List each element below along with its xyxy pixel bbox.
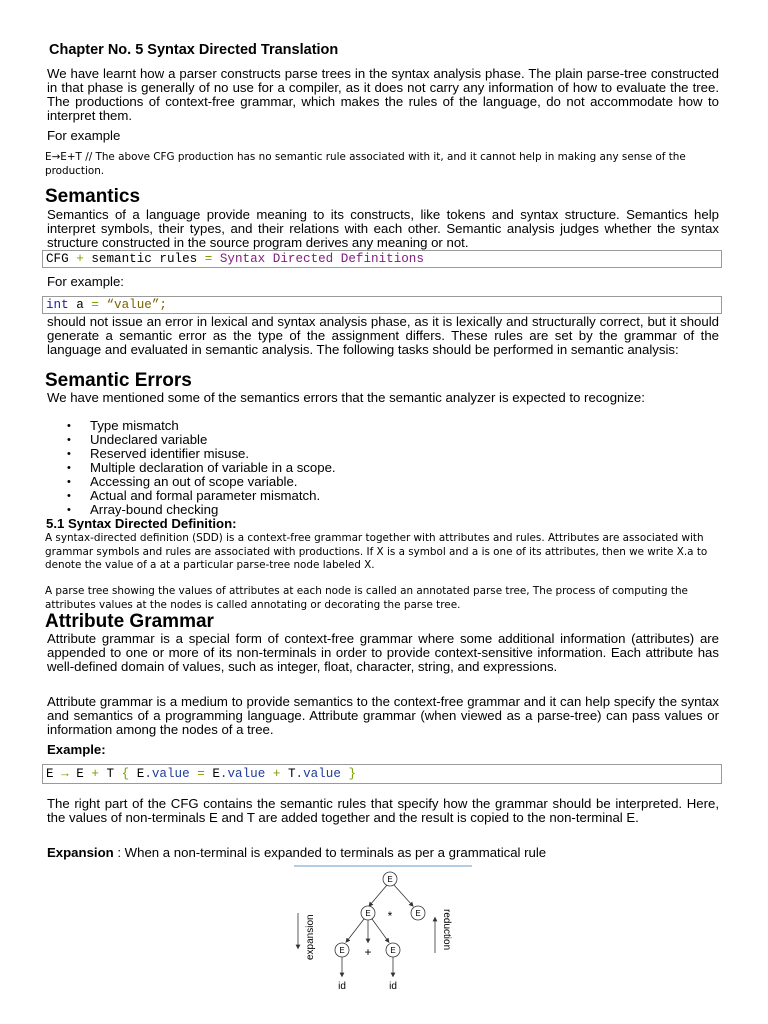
for-example-label: For example xyxy=(47,128,121,143)
code-eq: = xyxy=(197,767,205,781)
svg-text:E: E xyxy=(387,875,393,884)
list-item: • Accessing an out of scope variable. xyxy=(67,475,336,489)
tree-node-left xyxy=(361,906,375,920)
code-lhs: E xyxy=(46,767,54,781)
semantic-errors-list xyxy=(67,419,336,517)
expansion-label: Expansion xyxy=(47,845,114,860)
code-block-int-value xyxy=(42,296,722,314)
code-e1: E xyxy=(136,767,145,781)
tree-node-left-left xyxy=(335,943,349,957)
list-item: • Reserved identifier misuse. xyxy=(67,447,336,461)
attribute-grammar-paragraph-3: The right part of the CFG contains the semantic rules that specify how the grammar should be interpreted. Here, the values of non-terminals E and T are added together and the result is copied to the non-terminal E. xyxy=(47,796,719,825)
semantic-errors-heading: Semantic Errors xyxy=(45,370,192,391)
code-var-a: a xyxy=(76,298,84,312)
edge xyxy=(370,885,387,905)
list-item: • Type mismatch xyxy=(67,419,336,433)
sdd-heading: 5.1 Syntax Directed Definition: xyxy=(46,516,237,531)
list-item: • Array-bound checking xyxy=(67,503,336,517)
expansion-text: : When a non-terminal is expanded to terminals as per a grammatical rule xyxy=(113,845,547,860)
code-plus: + xyxy=(91,767,99,781)
svg-text:E: E xyxy=(365,909,371,918)
code-value-3: .value xyxy=(295,767,341,781)
code-lbrace: { xyxy=(121,767,130,781)
svg-text:E: E xyxy=(339,946,345,955)
code-int-keyword: int xyxy=(46,298,69,312)
edge xyxy=(372,919,388,941)
semantics-paragraph: Semantics of a language provide meaning to its constructs, like tokens and syntax structure. Semantics help interpret symbols, their types, and their relations with each other. Semantic analysis judges whether the syntax structure constructed in the source program derives any meaning or not. xyxy=(47,207,719,250)
semantic-errors-intro: We have mentioned some of the semantics errors that the semantic analyzer is expected to recognize: xyxy=(47,390,645,405)
svg-text:E: E xyxy=(415,909,421,918)
list-item: • Undeclared variable xyxy=(67,433,336,447)
code-equals: = xyxy=(204,252,213,266)
attribute-grammar-paragraph-1: Attribute grammar is a special form of context-free grammar where some additional information (attributes) are appended to one or more of its non-terminals in order to provide context-sensitive information. Each attribute has well-defined domain of values, such as integer, float, character, string, and expressions. xyxy=(47,631,719,674)
code-e: E xyxy=(76,767,84,781)
code-block-attribute-rule xyxy=(42,764,722,784)
cfg-production-note xyxy=(45,151,725,178)
code-semantic-rules: semantic rules xyxy=(91,252,198,266)
attribute-grammar-paragraph-2: Attribute grammar is a medium to provide semantics to the context-free grammar and it can help specify the syntax and semantics of a programming language. Attribute grammar (when viewed as a parse-tree) can pass values or information among the nodes of a tree. xyxy=(47,694,719,737)
intro-paragraph: We have learnt how a parser constructs parse trees in the syntax analysis phase. The plain parse-tree constructed in that phase is generally of no use for a compiler, as it does not carry any information of how to evaluate the tree. The productions of context-free grammar, which makes the rules of the language, do not accommodate how to interpret them. xyxy=(47,66,719,123)
tree-node-left-right xyxy=(386,943,400,957)
code-t2: T xyxy=(287,767,296,781)
chapter-title: Chapter No. 5 Syntax Directed Translation xyxy=(49,42,339,58)
tree-node-root xyxy=(383,872,397,886)
svg-text:E: E xyxy=(390,946,396,955)
list-item: • Actual and formal parameter mismatch. xyxy=(67,489,336,503)
code-string-value: “value”; xyxy=(106,298,167,312)
code-rbrace: } xyxy=(348,767,357,781)
reduction-label-rotated: reduction xyxy=(441,909,452,951)
sdd-paragraph-1: A syntax-directed definition (SDD) is a context-free grammar together with attributes and rules. Attributes are associated with grammar symbols and rules are associated with productions. If X is a symbol and a is one of its attributes, then we write X.a to denote the value of a at a particular parse-tree node labeled X. xyxy=(45,532,708,571)
code-cfg: CFG xyxy=(46,252,69,266)
cfg-production: E→E+T xyxy=(45,151,82,163)
code-assign: = xyxy=(91,298,99,312)
code-e2: E xyxy=(212,767,220,781)
expansion-label-rotated: expansion xyxy=(305,914,316,960)
tree-node-right xyxy=(411,906,425,920)
code-t: T xyxy=(106,767,115,781)
semantic-error-paragraph: should not issue an error in lexical and syntax analysis phase, as it is lexically and structurally correct, but it should generate a semantic error as the type of the assignment differs. These rules are set by the grammar of the language and evaluated in semantic analysis. The following tasks should be performed in semantic analysis: xyxy=(47,314,719,357)
example-label: Example: xyxy=(47,742,106,757)
cfg-comment: // The above CFG production has no semantic rule associated with it, and it cannot help in making any sense of the production. xyxy=(45,151,686,177)
list-item: • Multiple declaration of variable in a scope. xyxy=(67,461,336,475)
code-block-cfg-sdd xyxy=(42,250,722,268)
for-example-label-2: For example: xyxy=(47,274,124,289)
sdd-paragraph-2: A parse tree showing the values of attributes at each node is called an annotated parse tree, The process of computing the attributes values at the nodes is called annotating or decorating the parse tree. xyxy=(45,585,688,611)
semantics-heading: Semantics xyxy=(45,186,141,207)
expansion-line xyxy=(47,846,719,860)
tree-operator-star: * xyxy=(387,909,393,923)
edge xyxy=(347,919,364,941)
edge xyxy=(394,885,412,905)
code-plus: + xyxy=(76,252,84,266)
attribute-grammar-heading: Attribute Grammar xyxy=(45,611,214,632)
parse-tree-diagram xyxy=(294,865,474,995)
code-sdd: Syntax Directed Definitions xyxy=(219,252,424,266)
tree-operator-plus: + xyxy=(364,945,372,959)
code-plus-2: + xyxy=(272,767,281,781)
code-arrow: → xyxy=(61,767,69,781)
tree-leaf-id: id xyxy=(338,981,346,992)
tree-leaf-id: id xyxy=(389,981,397,992)
code-value-1: .value xyxy=(144,767,190,781)
code-value-2: .value xyxy=(219,767,266,781)
